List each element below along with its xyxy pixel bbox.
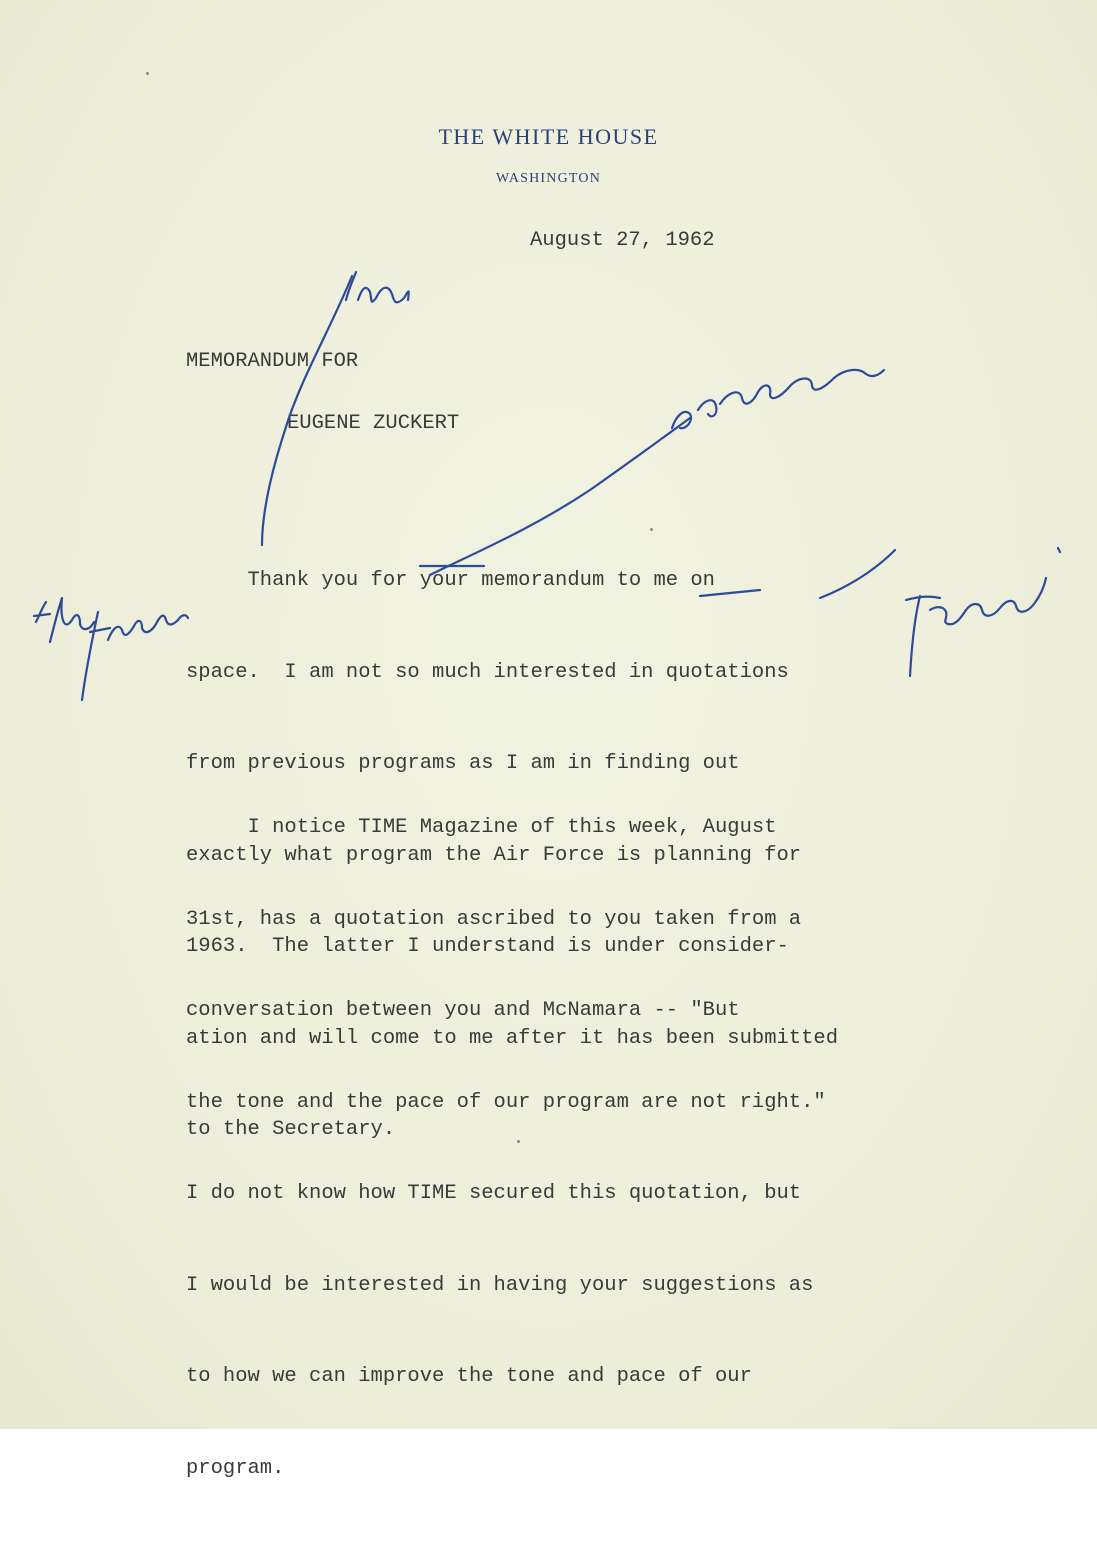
paragraph-line: ation and will come to me after it has been submitted xyxy=(186,1026,839,1050)
memo-addressee: EUGENE ZUCKERT xyxy=(287,412,460,435)
paragraph-line: exactly what program the Air Force is planning for xyxy=(186,843,802,867)
paragraph-line: the tone and the pace of our program are not right." xyxy=(186,1090,826,1114)
paragraph-line: I would be interested in having your suggestions as xyxy=(186,1273,814,1297)
paragraph-line: I do not know how TIME secured this quotation, but xyxy=(186,1182,802,1205)
letterhead-title: THE WHITE HOUSE xyxy=(438,124,659,149)
paragraph-line: 1963. The latter I understand is under consider- xyxy=(186,935,789,958)
memo-paragraph-2 xyxy=(186,752,826,1545)
paper-speck xyxy=(146,72,149,75)
paragraph-line: Thank you for your memorandum to me on xyxy=(186,569,715,592)
paragraph-line: program. xyxy=(186,1456,285,1480)
paragraph-line: conversation between you and McNamara -- "But xyxy=(186,999,740,1022)
paragraph-line: to the Secretary. xyxy=(186,1118,396,1141)
paragraph-line: I notice TIME Magazine of this week, August xyxy=(186,816,777,839)
memo-heading: MEMORANDUM FOR xyxy=(186,350,359,373)
paragraph-line: space. I am not so much interested in quotations xyxy=(186,660,789,684)
memo-date: August 27, 1962 xyxy=(530,229,715,252)
paragraph-line: from previous programs as I am in finding out xyxy=(186,752,740,775)
paragraph-line: to how we can improve the tone and pace of our xyxy=(186,1365,752,1388)
letterhead-subtitle: WASHINGTON xyxy=(495,171,602,186)
paragraph-line: 31st, has a quotation ascribed to you taken from a xyxy=(186,907,802,931)
